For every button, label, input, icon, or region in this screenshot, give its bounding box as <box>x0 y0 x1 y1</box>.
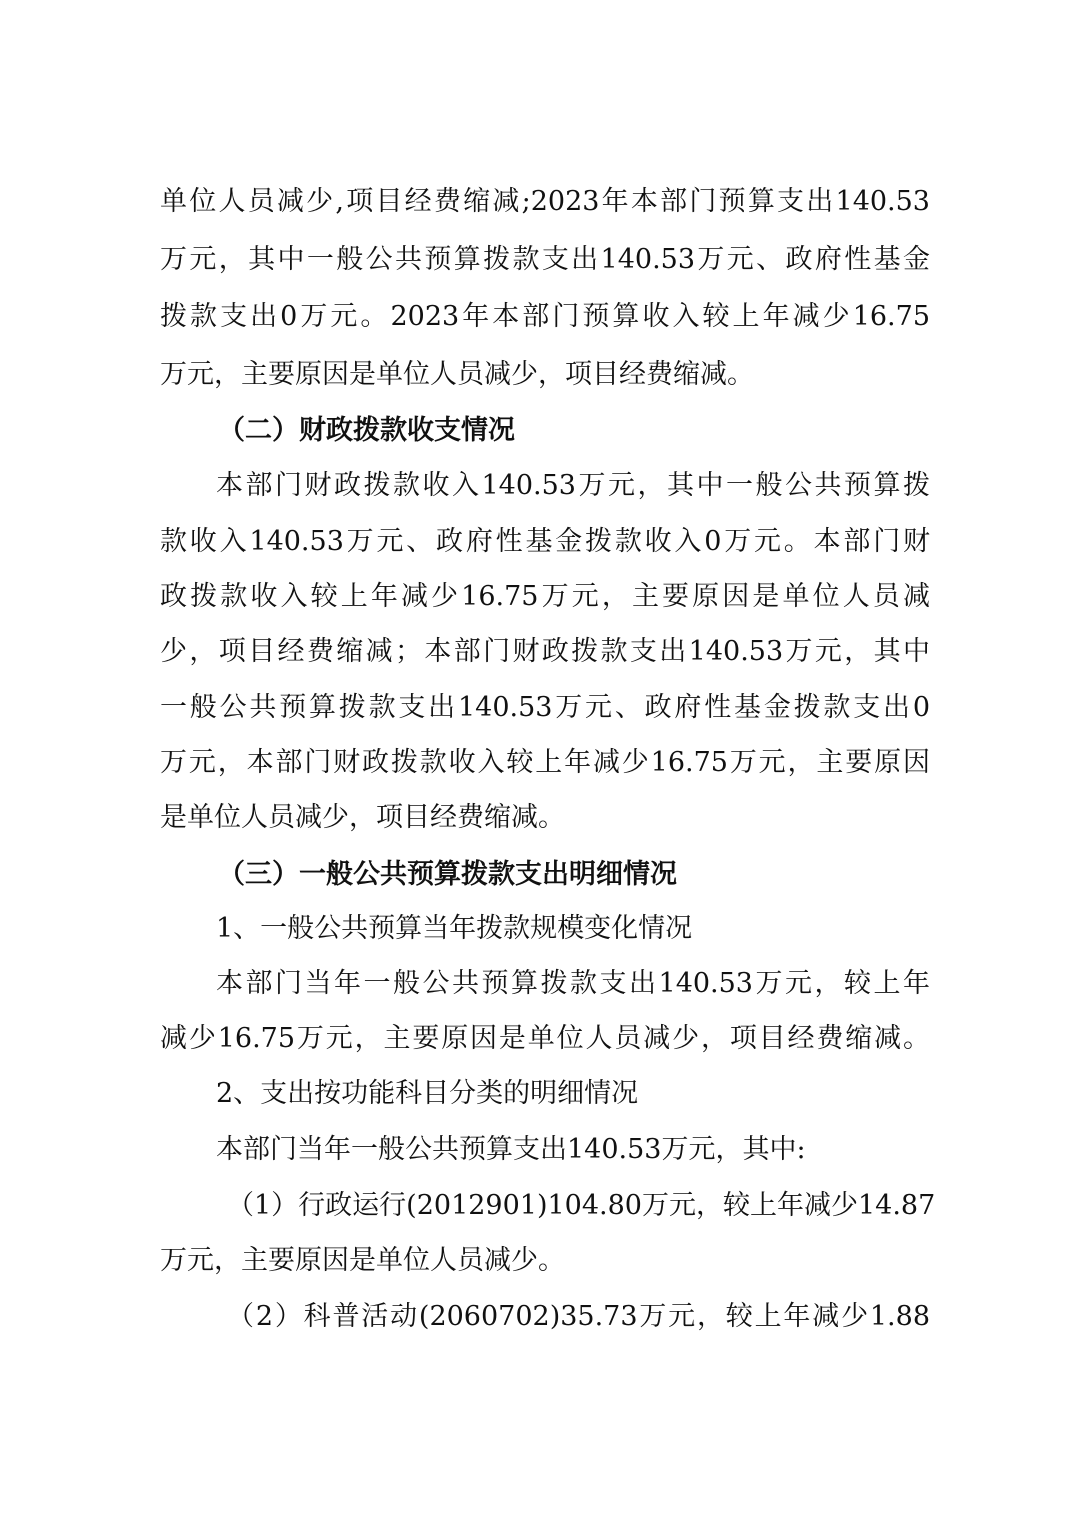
section-heading: （三）一般公共预算拨款支出明细情况 <box>218 859 677 890</box>
text-line: 是单位人员减少，项目经费缩减。 <box>160 802 565 833</box>
list-item: （1）行政运行(2012901)104.80万元，较上年减少14.87 <box>227 1190 936 1221</box>
text-line: 一般公共预算拨款支出140.53万元、政府性基金拨款支出0 <box>160 692 930 723</box>
subsection-heading: 2、支出按功能科目分类的明细情况 <box>216 1078 639 1109</box>
text-line: 本部门当年一般公共预算支出140.53万元，其中: <box>216 1134 806 1165</box>
text-line: 本部门当年一般公共预算拨款支出140.53万元，较上年 <box>216 968 930 999</box>
list-item: （2）科普活动(2060702)35.73万元，较上年减少1.88 <box>227 1301 930 1332</box>
text-line: 政拨款收入较上年减少16.75万元，主要原因是单位人员减 <box>160 581 930 612</box>
text-line: 万元，其中一般公共预算拨款支出140.53万元、政府性基金 <box>160 244 930 275</box>
text-line: 款收入140.53万元、政府性基金拨款收入0万元。本部门财 <box>160 526 930 557</box>
text-line: 减少16.75万元，主要原因是单位人员减少，项目经费缩减。 <box>160 1023 930 1054</box>
text-line: 万元，主要原因是单位人员减少，项目经费缩减。 <box>160 359 754 390</box>
section-heading: （二）财政拨款收支情况 <box>218 415 515 446</box>
subsection-heading: 1、一般公共预算当年拨款规模变化情况 <box>216 913 693 944</box>
text-line: 少，项目经费缩减；本部门财政拨款支出140.53万元，其中 <box>160 636 930 667</box>
text-line: 单位人员减少,项目经费缩减;2023年本部门预算支出140.53 <box>160 186 930 217</box>
text-line: 拨款支出0万元。2023年本部门预算收入较上年减少16.75 <box>160 301 930 332</box>
text-line: 万元，主要原因是单位人员减少。 <box>160 1245 565 1276</box>
text-line: 本部门财政拨款收入140.53万元，其中一般公共预算拨 <box>216 470 930 501</box>
text-line: 万元，本部门财政拨款收入较上年减少16.75万元，主要原因 <box>160 747 930 778</box>
